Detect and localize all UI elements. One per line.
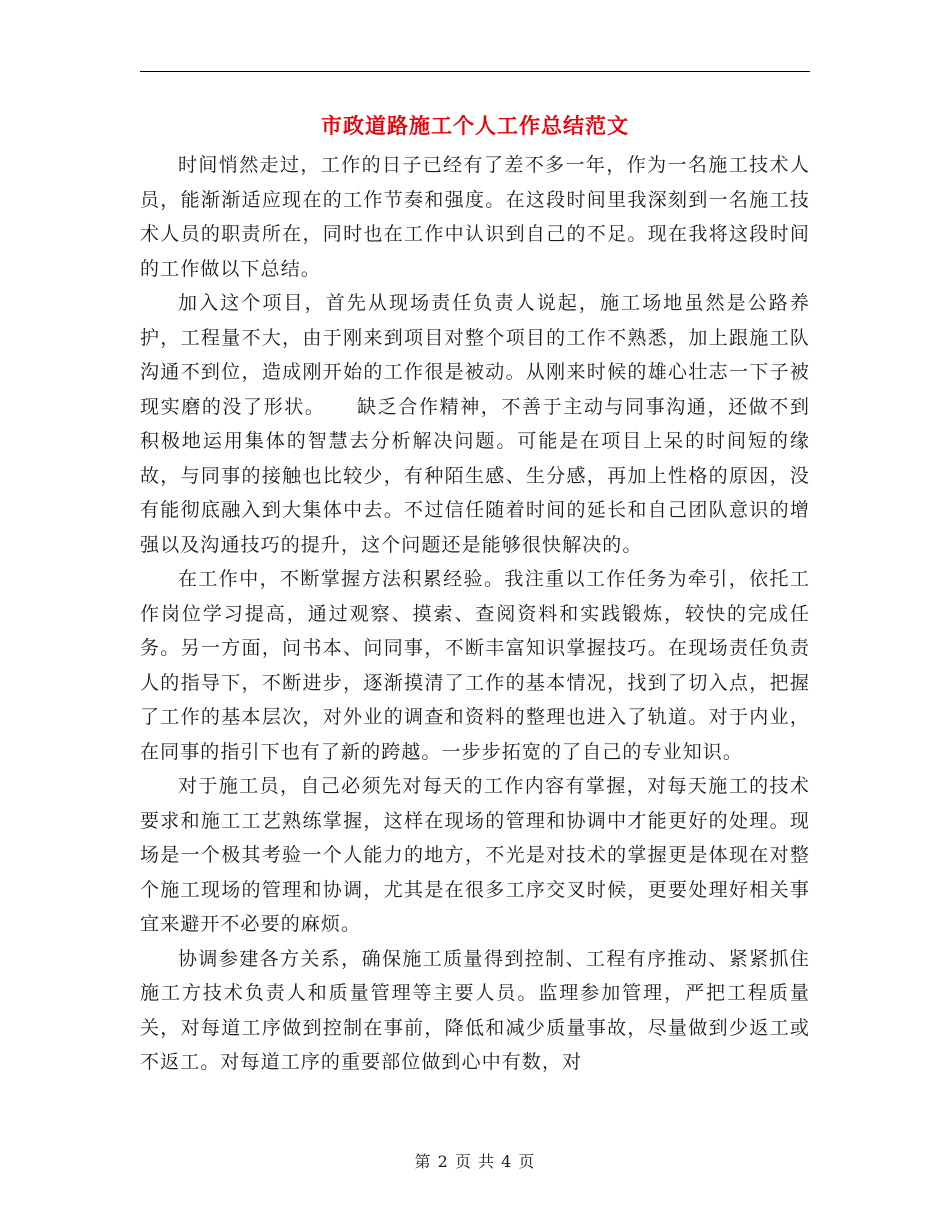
paragraph: 时间悄然走过，工作的日子已经有了差不多一年，作为一名施工技术人员，能渐渐适应现在的工作节奏和强度。在这段时间里我深刻到一名施工技术人员的职责所在，同时也在工作中认识到自己的不足。现在我将这段时间的工作做以下总结。 bbox=[140, 154, 810, 280]
paragraph: 协调参建各方关系，确保施工质量得到控制、工程有序推动、紧紧抓住施工方技术负责人和质量管理等主要人员。监理参加管理，严把工程质量关，对每道工序做到控制在事前，降低和减少质量事故，尽量做到少返工或不返工。对每道工序的重要部位做到心中有数，对 bbox=[140, 947, 810, 1073]
paragraph: 在工作中，不断掌握方法积累经验。我注重以工作任务为牵引，依托工作岗位学习提高，通过观察、摸索、查阅资料和实践锻炼，较快的完成任务。另一方面，问书本、问同事，不断丰富知识掌握技巧。在现场责任负责人的指导下，不断进步，逐渐摸清了工作的基本情况，找到了切入点，把握了工作的基本层次，对外业的调查和资料的整理也进入了轨道。对于内业，在同事的指引下也有了新的跨越。一步步拓宽的了自己的专业知识。 bbox=[140, 568, 810, 763]
header-rule bbox=[140, 71, 810, 72]
page-number-footer: 第 2 页 共 4 页 bbox=[414, 1152, 536, 1171]
document-title: 市政道路施工个人工作总结范文 bbox=[321, 113, 629, 138]
document-body bbox=[140, 148, 810, 1080]
paragraph: 加入这个项目，首先从现场责任负责人说起，施工场地虽然是公路养护，工程量不大，由于刚来到项目对整个项目的工作不熟悉，加上跟施工队沟通不到位，造成刚开始的工作很是被动。从刚来时候的雄心壮志一下子被现实磨的没了形状。 缺乏合作精神，不善于主动与同事沟通，还做不到积极地运用集体的智慧去分析解决问题。可能是在项目上呆的时间短的缘故，与同事的接触也比较少，有种陌生感、生分感，再加上性格的原因，没有能彻底融入到大集体中去。不过信任随着时间的延长和自己团队意识的增强以及沟通技巧的提升，这个问题还是能够很快解决的。 bbox=[140, 292, 810, 556]
paragraph: 对于施工员，自己必须先对每天的工作内容有掌握，对每天施工的技术要求和施工工艺熟练掌握，这样在现场的管理和协调中才能更好的处理。现场是一个极其考验一个人能力的地方，不光是对技术的掌握更是体现在对整个施工现场的管理和协调，尤其是在很多工序交叉时候，更要处理好相关事宜来避开不必要的麻烦。 bbox=[140, 775, 810, 935]
